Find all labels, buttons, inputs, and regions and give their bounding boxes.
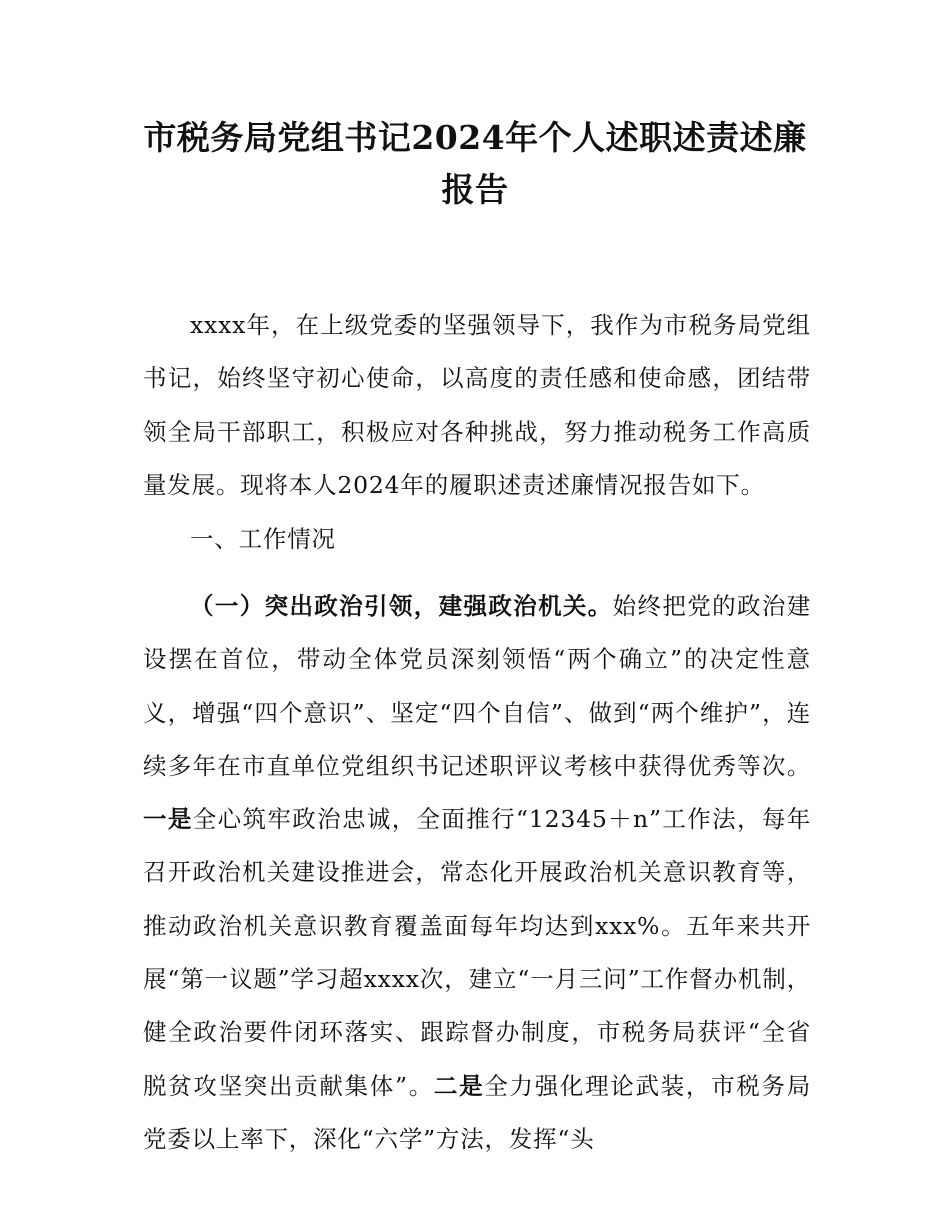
document-title: 市税务局党组书记2024年个人述职述责述廉报告 xyxy=(143,118,807,209)
subsection-text-3: 全力强化理论武装，市税务局党委以上率下，深化“六学”方法，发挥“头 xyxy=(143,1071,811,1153)
subsection-paragraph xyxy=(143,580,811,1166)
subsection-lead: （一）突出政治引领，建强政治机关。 xyxy=(190,592,613,620)
section-heading: 一、工作情况 xyxy=(190,525,336,553)
point-marker-1: 一是 xyxy=(143,805,193,834)
intro-paragraph: xxxx年，在上级党委的坚强领导下，我作为市税务局党组书记，始终坚守初心使命，以高度的责任感和使命感，团结带领全局干部职工，积极应对各种挑战，努力推动税务工作高质量发展。现将本人2024年的履职述责述廉情况报告如下。 xyxy=(143,311,811,499)
point-marker-2: 二是 xyxy=(433,1071,485,1100)
subsection-text-2: 全心筑牢政治忠诚，全面推行“12345＋n”工作法，每年召开政治机关建设推进会，常态化开展政治机关意识教育等，推动政治机关意识教育覆盖面每年均达到xxx%。五年来共开展“第一议题”学习超xxxx次，建立“一月三问”工作督办机制，健全政治要件闭环落实、跟踪督办制度，市税务局获评“全省脱贫攻坚突出贡献集体”。 xyxy=(143,805,811,1100)
subsection-text-1: 始终把党的政治建设摆在首位，带动全体党员深刻领悟“两个确立”的决定性意义，增强“四个意识”、坚定“四个自信”、做到“两个维护”，连续多年在市直单位党组织书记述职评议考核中获得优秀等次。 xyxy=(143,592,811,780)
